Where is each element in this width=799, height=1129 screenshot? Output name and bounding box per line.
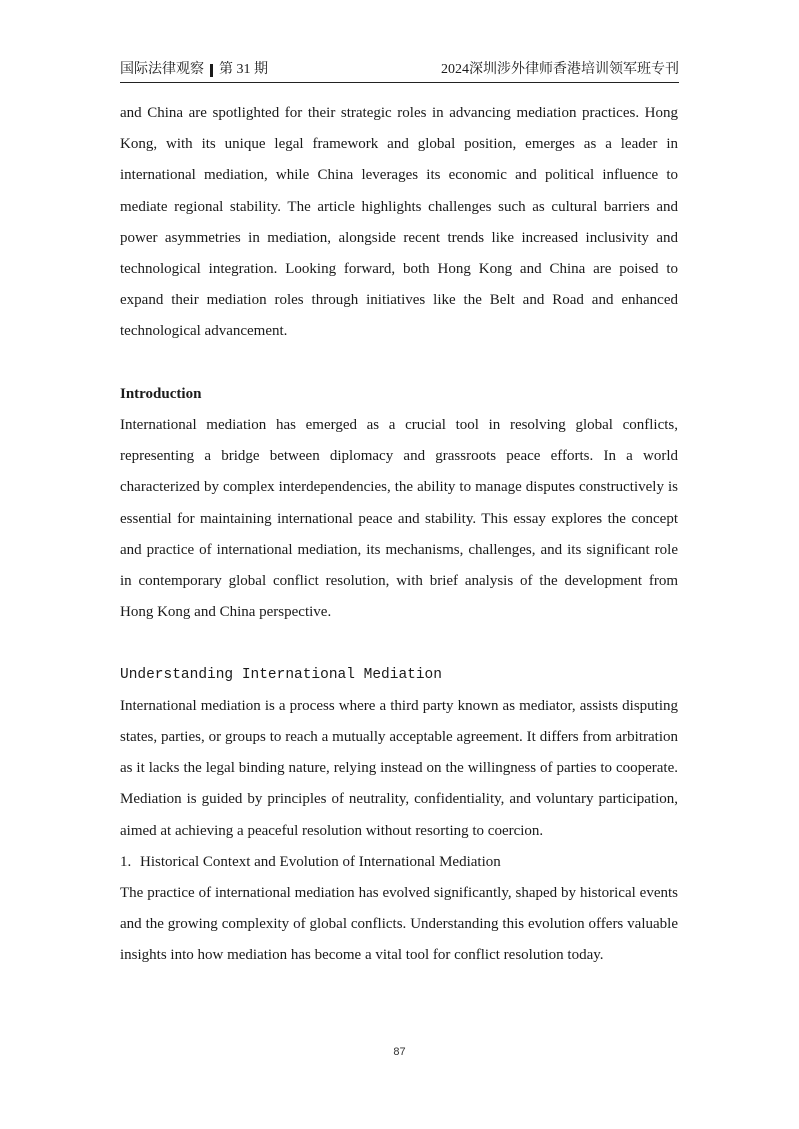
spacer	[120, 348, 678, 379]
running-header	[120, 58, 679, 83]
header-left	[120, 60, 268, 80]
journal-title: 国际法律观察	[120, 62, 204, 77]
page-content	[120, 98, 678, 972]
understanding-heading: Understanding International Mediation	[120, 666, 442, 683]
subsection-number: 1.	[120, 853, 132, 870]
subsection-title: Historical Context and Evolution of International Mediation	[140, 853, 501, 870]
subsection-heading	[120, 847, 678, 878]
header-divider-bar	[210, 64, 213, 77]
subsection-body: The practice of international mediation has evolved significantly, shaped by historical events and the growing complexity of global conflicts. Understanding this evolution offers valuable insights into how mediation has become a vital tool for conflict resolution today.	[120, 885, 678, 964]
understanding-body: International mediation is a process where a third party known as mediator, assists disputing states, parties, or groups to reach a mutually acceptable agreement. It differs from arbitration as it lacks the legal binding nature, relying instead on the willingness of parties to cooperate. Mediation is guided by principles of neutrality, confidentiality, and voluntary participation, aimed at achieving a peaceful resolution without resorting to coercion.	[120, 697, 678, 839]
introduction-body: International mediation has emerged as a crucial tool in resolving global conflicts, representing a bridge between diplomacy and grassroots peace efforts. In a world characterized by complex interdependencies, the ability to manage disputes constructively is essential for maintaining international peace and stability. This essay explores the concept and practice of international mediation, its mechanisms, challenges, and its significant role in contemporary global conflict resolution, with brief analysis of the development from Hong Kong and China perspective.	[120, 417, 678, 621]
page-number: 87	[393, 1046, 406, 1058]
introduction-heading: Introduction	[120, 385, 202, 402]
abstract-continuation: and China are spotlighted for their strategic roles in advancing mediation practices. Hong Kong, with its unique legal framework and global position, emerges as a leader in international mediation, while China leverages its economic and political influence to mediate regional stability. The article highlights challenges such as cultural barriers and power asymmetries in mediation, alongside recent trends like increased inclusivity and technological integration. Looking forward, both Hong Kong and China are poised to expand their mediation roles through initiatives like the Belt and Road and enhanced technological advancement.	[120, 105, 678, 340]
special-issue-title: 2024深圳涉外律师香港培训领军班专刊	[441, 62, 679, 77]
spacer	[120, 628, 678, 659]
issue-number: 第 31 期	[219, 62, 268, 77]
